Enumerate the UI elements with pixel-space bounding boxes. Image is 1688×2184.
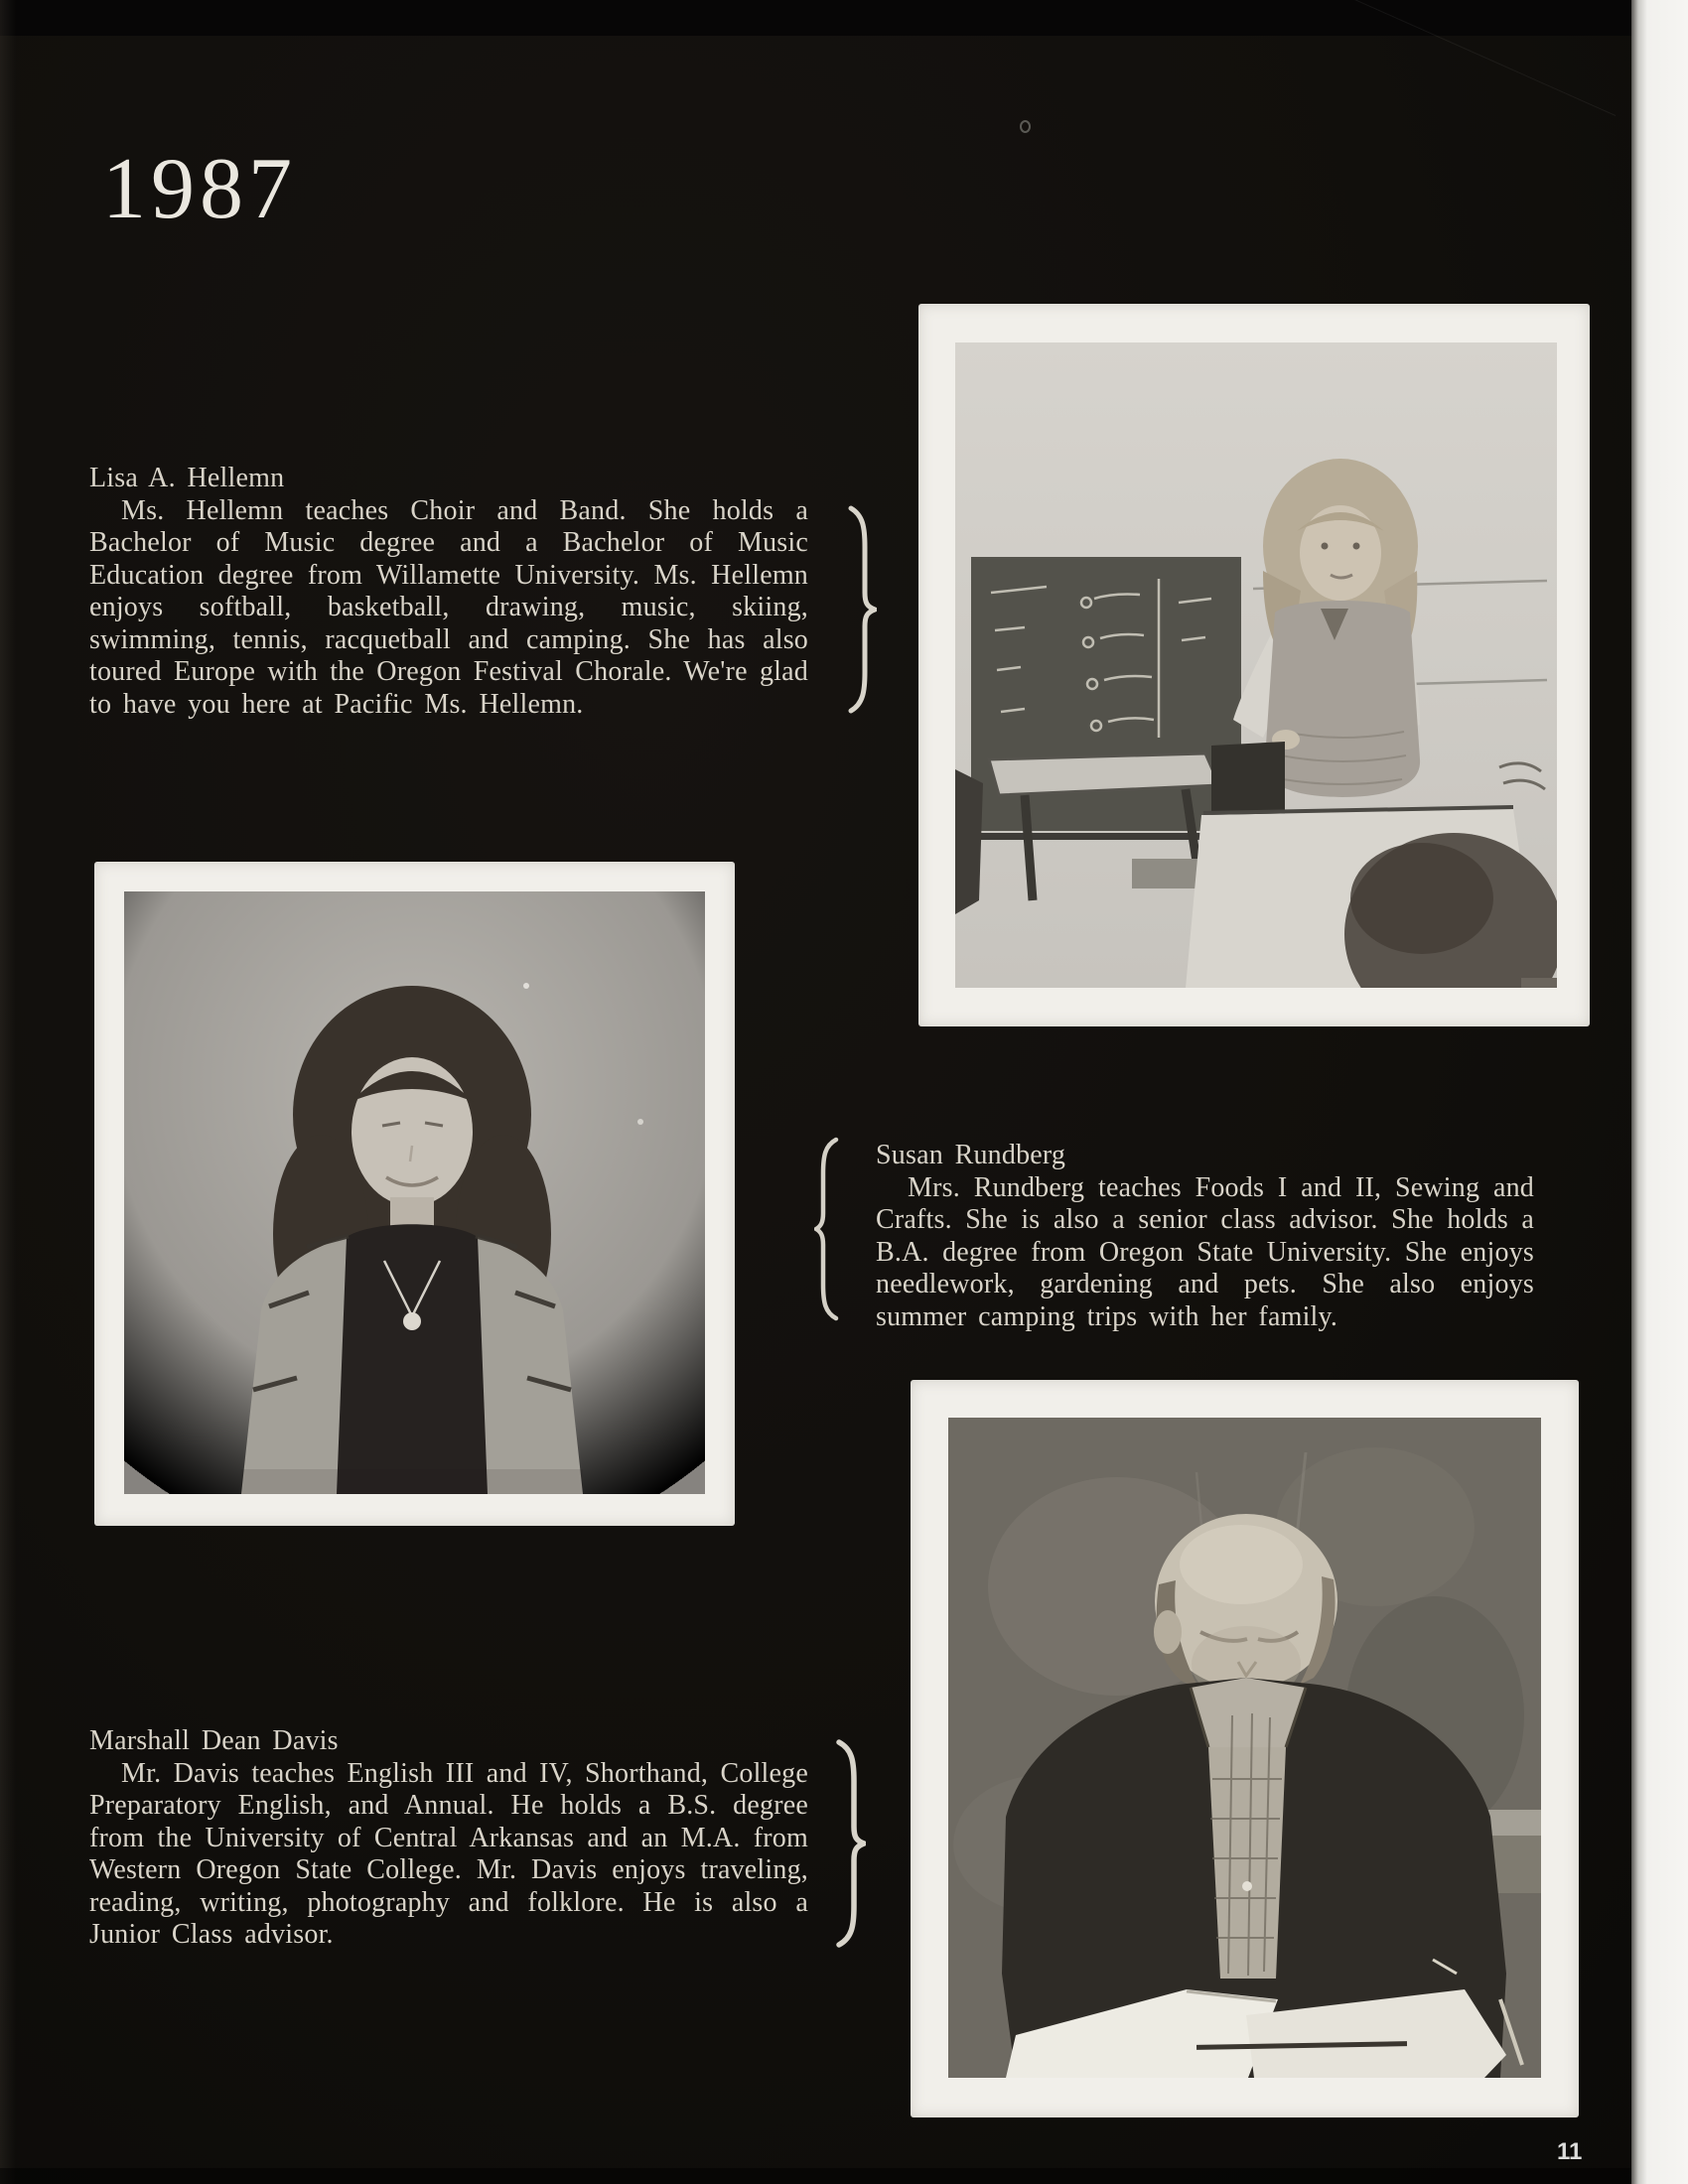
teacher-bio-text: Mr. Davis teaches English III and IV, Shorthand, College Preparatory English, and Annual. He holds a B.S. degree from the University of Central Arkansas and an M.A. from Western Oregon State College. Mr. Davis enjoys traveling, reading, writing, photography and folklore. He is also a Junior Class advisor.: [89, 1757, 808, 1950]
hellemn-classroom-photo: [955, 342, 1557, 988]
curly-brace-right-icon: [834, 1738, 866, 1949]
classroom-photo-illustration: [955, 342, 1557, 988]
hellemn-photo-frame: [918, 304, 1590, 1026]
teacher-bio-text: Ms. Hellemn teaches Choir and Band. She holds a Bachelor of Music degree and a Bachelor of Music Education degree from Willamette University. Ms. Hellemn enjoys softball, basketball, drawing, music, skiing, swimming, tennis, racquetball and camping. She has also toured Europe with the Oregon Festival Chorale. We're glad to have you here at Pacific Ms. Hellemn.: [89, 494, 808, 720]
teacher-bio-davis: [89, 1725, 808, 1952]
portrait-photo-illustration: [124, 891, 705, 1494]
page-top-edge: [0, 0, 1631, 36]
chalkboard: [965, 557, 1251, 840]
davis-photo-frame: [911, 1380, 1579, 2117]
davis-desk-photo: [948, 1418, 1541, 2078]
teacher-name: Lisa A. Hellemn: [89, 463, 285, 493]
year-heading: 1987: [102, 141, 297, 237]
rundberg-portrait-photo: [124, 891, 705, 1494]
page-left-edge: [0, 0, 16, 2184]
rundberg-photo-frame: [94, 862, 735, 1526]
scan-speck: [1020, 120, 1031, 133]
curly-brace-left-icon: [814, 1137, 840, 1321]
teacher-bio-hellemn: [89, 463, 808, 721]
curly-brace-right-icon: [847, 504, 877, 715]
teacher-name: Susan Rundberg: [876, 1140, 1066, 1170]
page-bottom-edge: [0, 2168, 1631, 2184]
teacher-name: Marshall Dean Davis: [89, 1725, 339, 1756]
scan-edge-strip: [1631, 0, 1688, 2184]
teacher-bio-rundberg: [876, 1140, 1534, 1333]
desk-photo-illustration: [948, 1418, 1541, 2078]
teacher-bio-text: Mrs. Rundberg teaches Foods I and II, Sewing and Crafts. She is also a senior class advisor. She holds a B.A. degree from Oregon State University. She enjoys needlework, gardening and pets. She also enjoys summer camping trips with her family.: [876, 1171, 1534, 1332]
page-number: 11: [1557, 2138, 1583, 2165]
